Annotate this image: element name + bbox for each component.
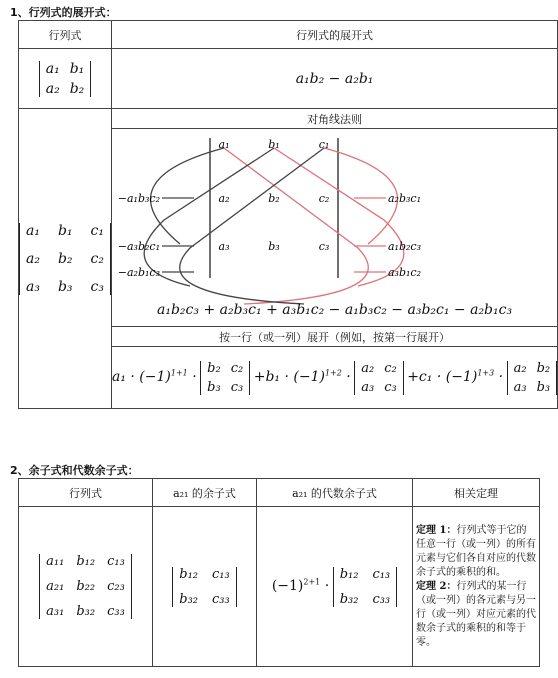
minus-diagonal-line: [144, 148, 274, 286]
term1-minor-entry: b₂: [207, 360, 221, 376]
diagram-grid-label: b₃: [268, 239, 280, 253]
expansion-table: [18, 20, 558, 409]
theorem1-label: 定理 1：: [416, 524, 457, 536]
cofactor-cell: [257, 507, 413, 667]
diagonal-rule-diagram-cell: [112, 129, 558, 327]
col-header-theorems: 相关定理: [413, 479, 540, 507]
det3-matrix: [19, 223, 111, 295]
minor-entry: c₁₃: [212, 566, 230, 582]
term2-minor-entry: c₂: [384, 360, 397, 376]
det3x3-entry: c₃₃: [107, 604, 125, 619]
diagonal-rule-label: 对角线法则: [112, 109, 558, 129]
minor-entry: b₃₂: [179, 591, 199, 607]
cofactor-minor-entry: c₃₃: [372, 591, 391, 607]
diagram-grid-label: b₂: [268, 191, 280, 205]
cofactor-minor-matrix: [333, 567, 397, 607]
term1-minor-entry: c₃: [230, 379, 244, 395]
col-header-cofactor: a₂₁ 的代数余子式: [257, 479, 413, 507]
det3-cell: [19, 109, 112, 409]
det3x3-entry: c₂₃: [107, 579, 125, 594]
diagram-plus-term: a₂b₃c₁: [388, 191, 421, 205]
det3-entry: c₃: [90, 278, 104, 295]
col-header-determinant: 行列式: [19, 21, 112, 49]
det3x3-entry: b₃₂: [76, 604, 96, 619]
det3-entry: b₂: [57, 250, 73, 267]
det3-entry: a₃: [26, 278, 40, 295]
diagram-minus-term: −a₂b₁c₃: [117, 265, 160, 279]
diagram-top-label: c₁: [318, 137, 330, 151]
term3-coef: $+c_1 \cdot (-1)^{1+3}$ ·: [407, 367, 504, 385]
row-expand-label: 按一行（或一列）展开（例如，按第一行展开）: [112, 327, 558, 347]
plus-diagonal-line: [274, 148, 404, 286]
term1-minor-entry: b₃: [207, 379, 221, 395]
col-header-det: 行列式: [19, 479, 153, 507]
diagram-minus-term: −a₁b₃c₂: [117, 191, 160, 205]
cofactor-table: [18, 478, 540, 667]
theorem2-label: 定理 2：: [416, 580, 457, 592]
det2-cell: [19, 49, 112, 109]
term1-minor: [200, 361, 250, 395]
det2-matrix: [39, 61, 92, 97]
det3x3-entry: a₂₁: [46, 579, 65, 594]
theorem1-text: 行列式等于它的任意一行（或一列）的所有元素与它们各自对应的代数余子式的乘积的和。: [416, 524, 536, 578]
det3-expansion: a₁b₂c₃ + a₂b₃c₁ + a₃b₁c₂ − a₁b₃c₂ − a₃b₂c₁ − a₂b₁c₃: [157, 301, 513, 318]
term2-coef: $+b_1 \cdot (-1)^{1+2}$ ·: [253, 367, 351, 385]
det3x3-cell: [19, 507, 153, 667]
col-header-expansion: 行列式的展开式: [112, 21, 558, 49]
det3x3-entry: b₂₂: [76, 579, 96, 594]
det3-entry: a₁: [26, 222, 40, 239]
cofactor-expansion-cell: [112, 347, 558, 409]
cofactor-minor-entry: b₃₂: [339, 591, 359, 607]
section1-heading: 1、行列式的展开式：: [10, 6, 117, 19]
det2-entry: a₂: [45, 80, 60, 97]
det3x3-entry: a₁₁: [46, 554, 65, 569]
term3-minor-entry: a₂: [513, 360, 527, 376]
term2-minor-entry: a₃: [361, 379, 375, 395]
det2-expansion: a₁b₂ − a₂b₁: [295, 70, 374, 87]
theorem2-text: 行列式的某一行（或一列）的各元素与另一行（或一列）对应元素的代数余子式的乘积的和等于零。: [416, 580, 536, 648]
det2-entry: a₁: [45, 60, 60, 77]
minus-diagonal-line: [180, 148, 324, 304]
minor-matrix: [172, 567, 236, 607]
diagram-plus-term: a₃b₁c₂: [388, 265, 421, 279]
col-header-minor: a₂₁ 的余子式: [153, 479, 257, 507]
diagram-grid-label: c₂: [318, 191, 330, 205]
plus-diagonal-line: [224, 148, 368, 304]
plus-diagonal-line: [324, 148, 397, 244]
cofactor-minor-entry: b₁₂: [339, 566, 359, 582]
term3-minor: [507, 361, 558, 395]
minor-entry: b₁₂: [179, 566, 199, 582]
det2-entry: b₁: [69, 60, 85, 77]
term1-coef: $a_1 \cdot (-1)^{1+1}$ ·: [112, 367, 197, 385]
term3-minor-entry: a₃: [513, 379, 527, 395]
det3-entry: c₂: [90, 250, 104, 267]
minus-diagonal-line: [151, 148, 224, 244]
diagram-grid-label: c₃: [318, 239, 330, 253]
cofactor-prefix: $(-1)^{2+1}$ ·: [271, 576, 330, 594]
term2-minor-entry: a₂: [361, 360, 375, 376]
term2-minor-entry: c₃: [384, 379, 397, 395]
det3-entry: c₁: [90, 222, 104, 239]
term3-minor-entry: b₃: [536, 379, 551, 395]
det3x3-entry: a₃₁: [46, 604, 65, 619]
term2-minor: [354, 361, 403, 395]
diagram-plus-term: a₁b₂c₃: [388, 239, 421, 253]
section2-heading: 2、余子式和代数余子式：: [10, 464, 139, 477]
diagram-top-label: a₁: [218, 137, 230, 151]
term1-minor-entry: c₂: [230, 360, 244, 376]
diagonal-rule-diagram: [112, 132, 510, 328]
minor-entry: c₃₃: [212, 591, 230, 607]
diagram-minus-term: −a₃b₂c₁: [117, 239, 160, 253]
minor-cell: [153, 507, 257, 667]
det3x3-matrix: [39, 554, 132, 619]
det3-entry: b₃: [57, 278, 73, 295]
diagram-grid-label: a₃: [218, 239, 230, 253]
det3-entry: a₂: [26, 250, 40, 267]
det3x3-entry: c₁₃: [107, 554, 125, 569]
diagram-grid-label: a₂: [218, 191, 230, 205]
diagram-top-label: b₁: [268, 137, 280, 151]
det3x3-entry: b₁₂: [76, 554, 96, 569]
term3-minor-entry: b₂: [536, 360, 551, 376]
cofactor-minor-entry: c₁₃: [372, 566, 391, 582]
theorems-cell: [413, 507, 540, 667]
det2-entry: b₂: [69, 80, 85, 97]
det3-entry: b₁: [57, 222, 73, 239]
det2-expansion-cell: [112, 49, 558, 109]
